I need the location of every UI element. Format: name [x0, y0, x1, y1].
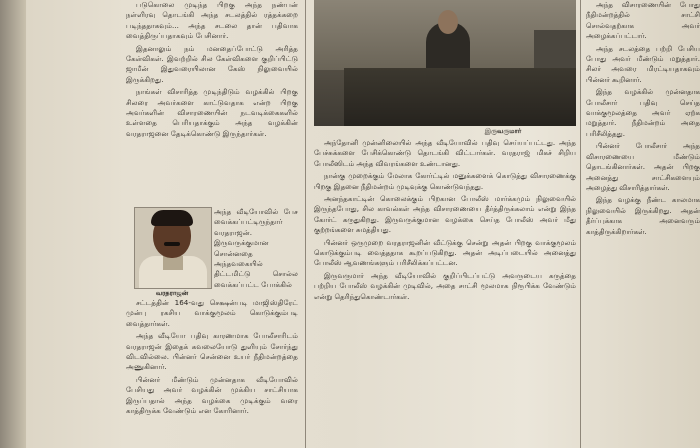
column-divider	[305, 0, 306, 448]
paragraph: நான்கு முறைக்கும் மேலாக கோர்ட்டில் மனுக்களைக் கொடுத்து விசாரணைக்கு பிறகு இதனை நீதிமன்றம் முடிவுக்கு கொண்டுவந்தது.	[314, 171, 576, 191]
paragraph: அந்த சடலத்தை பற்றி பேசிய போது அவர் மீண்டும் மறுத்தார். சிலர் அவரை மிரட்டியதாகவும் பின்னர் கூறினார்.	[586, 43, 700, 84]
photo-table	[344, 68, 576, 126]
column-a-lower	[126, 298, 298, 448]
wrap-text: அந்த வீடியோவில் பேச வைக்கப்பட்டிருந்தார் வரதராஜன். இருவருக்குமான சொன்னதை அந்தவகையில் திட்டமிட்டு சொல்ல வைக்கப்பட்ட போக்கில்	[214, 207, 298, 289]
photo-caption: இருவருமார்	[484, 127, 522, 135]
paragraph: அனந்தகாட்டின் கொலைக்கும் பிறகான போலீஸ் மார்க்கமும் நிலுவையில் இருந்தபோது, சில காவல்கள் அந்த விசாரணையை தீர்த்திருக்கலாம் என்று இந்த கோர்ட் கருதுகிறது. இருவருக்குமான வழக்கை செய்த போலீஸ் அவர் மீது குற்றங்களை சுமத்தியது.	[314, 194, 576, 235]
portrait-mustache	[164, 242, 180, 246]
paragraph: அந்த விசாரணையின் போது நீதிமன்றத்தில் சாட்சி சொல்வதற்காக அவர் அழைக்கப்பட்டார்.	[586, 0, 700, 41]
paragraph: பின்னர் ஒருமுறை வரதராஜனின் வீட்டுக்கு சென்று அதன் பிறகு வாக்குமூலம் கொடுக்கும்படி வைத்ததாக கூறப்படுகிறது. அதன் அடிப்படையில் அனைத்து போலீஸ் ஆவணங்களும் பரிசீலிக்கப்பட்டன.	[314, 237, 576, 268]
paragraph: அந்த வீடியோ பதிவு காரணமாக போலீசாரிடம் வரதராஜன் இதைக் கவலையோடு துளியும் சோர்ந்து விடவில்லை. பின்னர் சென்னை உயர் நீதிமன்றத்தை அணுகினார்.	[126, 331, 298, 372]
paragraph: அந்தோனி முன்னிலையில் அந்த வீடியோவில் பதிவு செய்யப்பட்டது. அந்த பேச்சுக்களை பேசிக்கொண்டு தொடங்கி விட்டார்கள். வரதராஜ் மிகச் சிறிய போலீஸிடம் அந்த விவரங்களை உண்டானது.	[314, 138, 576, 168]
portrait-hair	[151, 210, 193, 226]
paragraph: பின்னர் மீண்டும் முன்னதாக வீடியோவில் பேசியது அவர் வழக்கின் முக்கிய சாட்சியாக இருப்பதால் அந்த வழக்கை முடிக்கும் வரை காத்திருக்க வேண்டும் என கோரினார்.	[126, 374, 298, 416]
paragraph: படுகொலை முடிந்த பிறகு அந்த நண்பன் நள்ளிரவு தொடங்கி அந்த சடலத்தில் ரத்தக்கறை படிந்ததாகவும்... அந்த சடலை தான் பதிவாக வைத்திருப்பதாகவும் பேசினார்.	[126, 0, 298, 41]
portrait-collar	[163, 256, 183, 270]
column-b	[314, 138, 576, 448]
portrait-caption: வரதராஜன்	[155, 289, 189, 297]
paragraph: இருவருமார் அந்த வீடியோவில் குறிப்பிடப்பட்டு அவருடைய கருத்தை பற்றிய போலீஸ் வழக்கின் முடிவில், அதை சாட்சி மூலமாக நிரூபிக்க வேண்டும் என்று தெரிந்துகொண்டார்கள்.	[314, 270, 576, 301]
column-c	[586, 0, 700, 448]
paragraph: இந்த வழக்கில் முன்னதாக போலீசார் பதிவு செய்த வாக்குமூலத்தை அவர் ஏற்க மறுத்தார். நீதிமன்றம் அதை பரிசீலித்தது.	[586, 87, 700, 138]
paragraph: இதனாலும் நம் மனதைப்போட்டு அரித்த கேள்விகள். இவற்றில் சில கேள்விகளை குறிப்பிட்டு ஜாமீன் இதுவரையிலான கேஸ் நிலுவையில் இருக்கிறது.	[126, 43, 298, 84]
news-photo	[314, 0, 576, 126]
paragraph: நாங்கள் விசாரித்த முடிந்திடும் வழக்கில் பிறகு சிலரை அவர்களை காட்டுவதாக என்ற பிறகு அவர்களின் விசாரணையின் நடவடிக்கைகளில் உள்ளதை பெரியதாக்கும் அந்த வழக்கின் வரதராஜனை தேடிக்கொண்டு இருந்தார்கள்.	[126, 87, 298, 138]
page-fold-shadow	[0, 0, 26, 448]
paragraph: இந்த வழக்கு நீண்ட காலமாக நிலுவையில் இருக்கிறது. அதன் தீர்ப்புக்காக அனைவரும் காத்திருக்கிறார்கள்.	[586, 195, 700, 236]
portrait-photo	[134, 207, 212, 289]
paragraph: பின்னர் போலீசார் அந்த விசாரணையை மீண்டும் தொடங்கினார்கள். அதன் பிறகு அனைத்து சாட்சிகளையும் அழைத்து விசாரித்தார்கள்.	[586, 141, 700, 192]
column-divider	[580, 0, 581, 448]
column-a-upper	[126, 0, 298, 205]
paragraph: சட்டத்தின் 164-வது செக்ஷன்படி மாஜிஸ்திரேட் முன்பு ரகசிய வாக்குமூலம் கொடுக்கும்படி வைத்தார்கள்.	[126, 298, 298, 328]
photo-person-head	[438, 10, 458, 34]
